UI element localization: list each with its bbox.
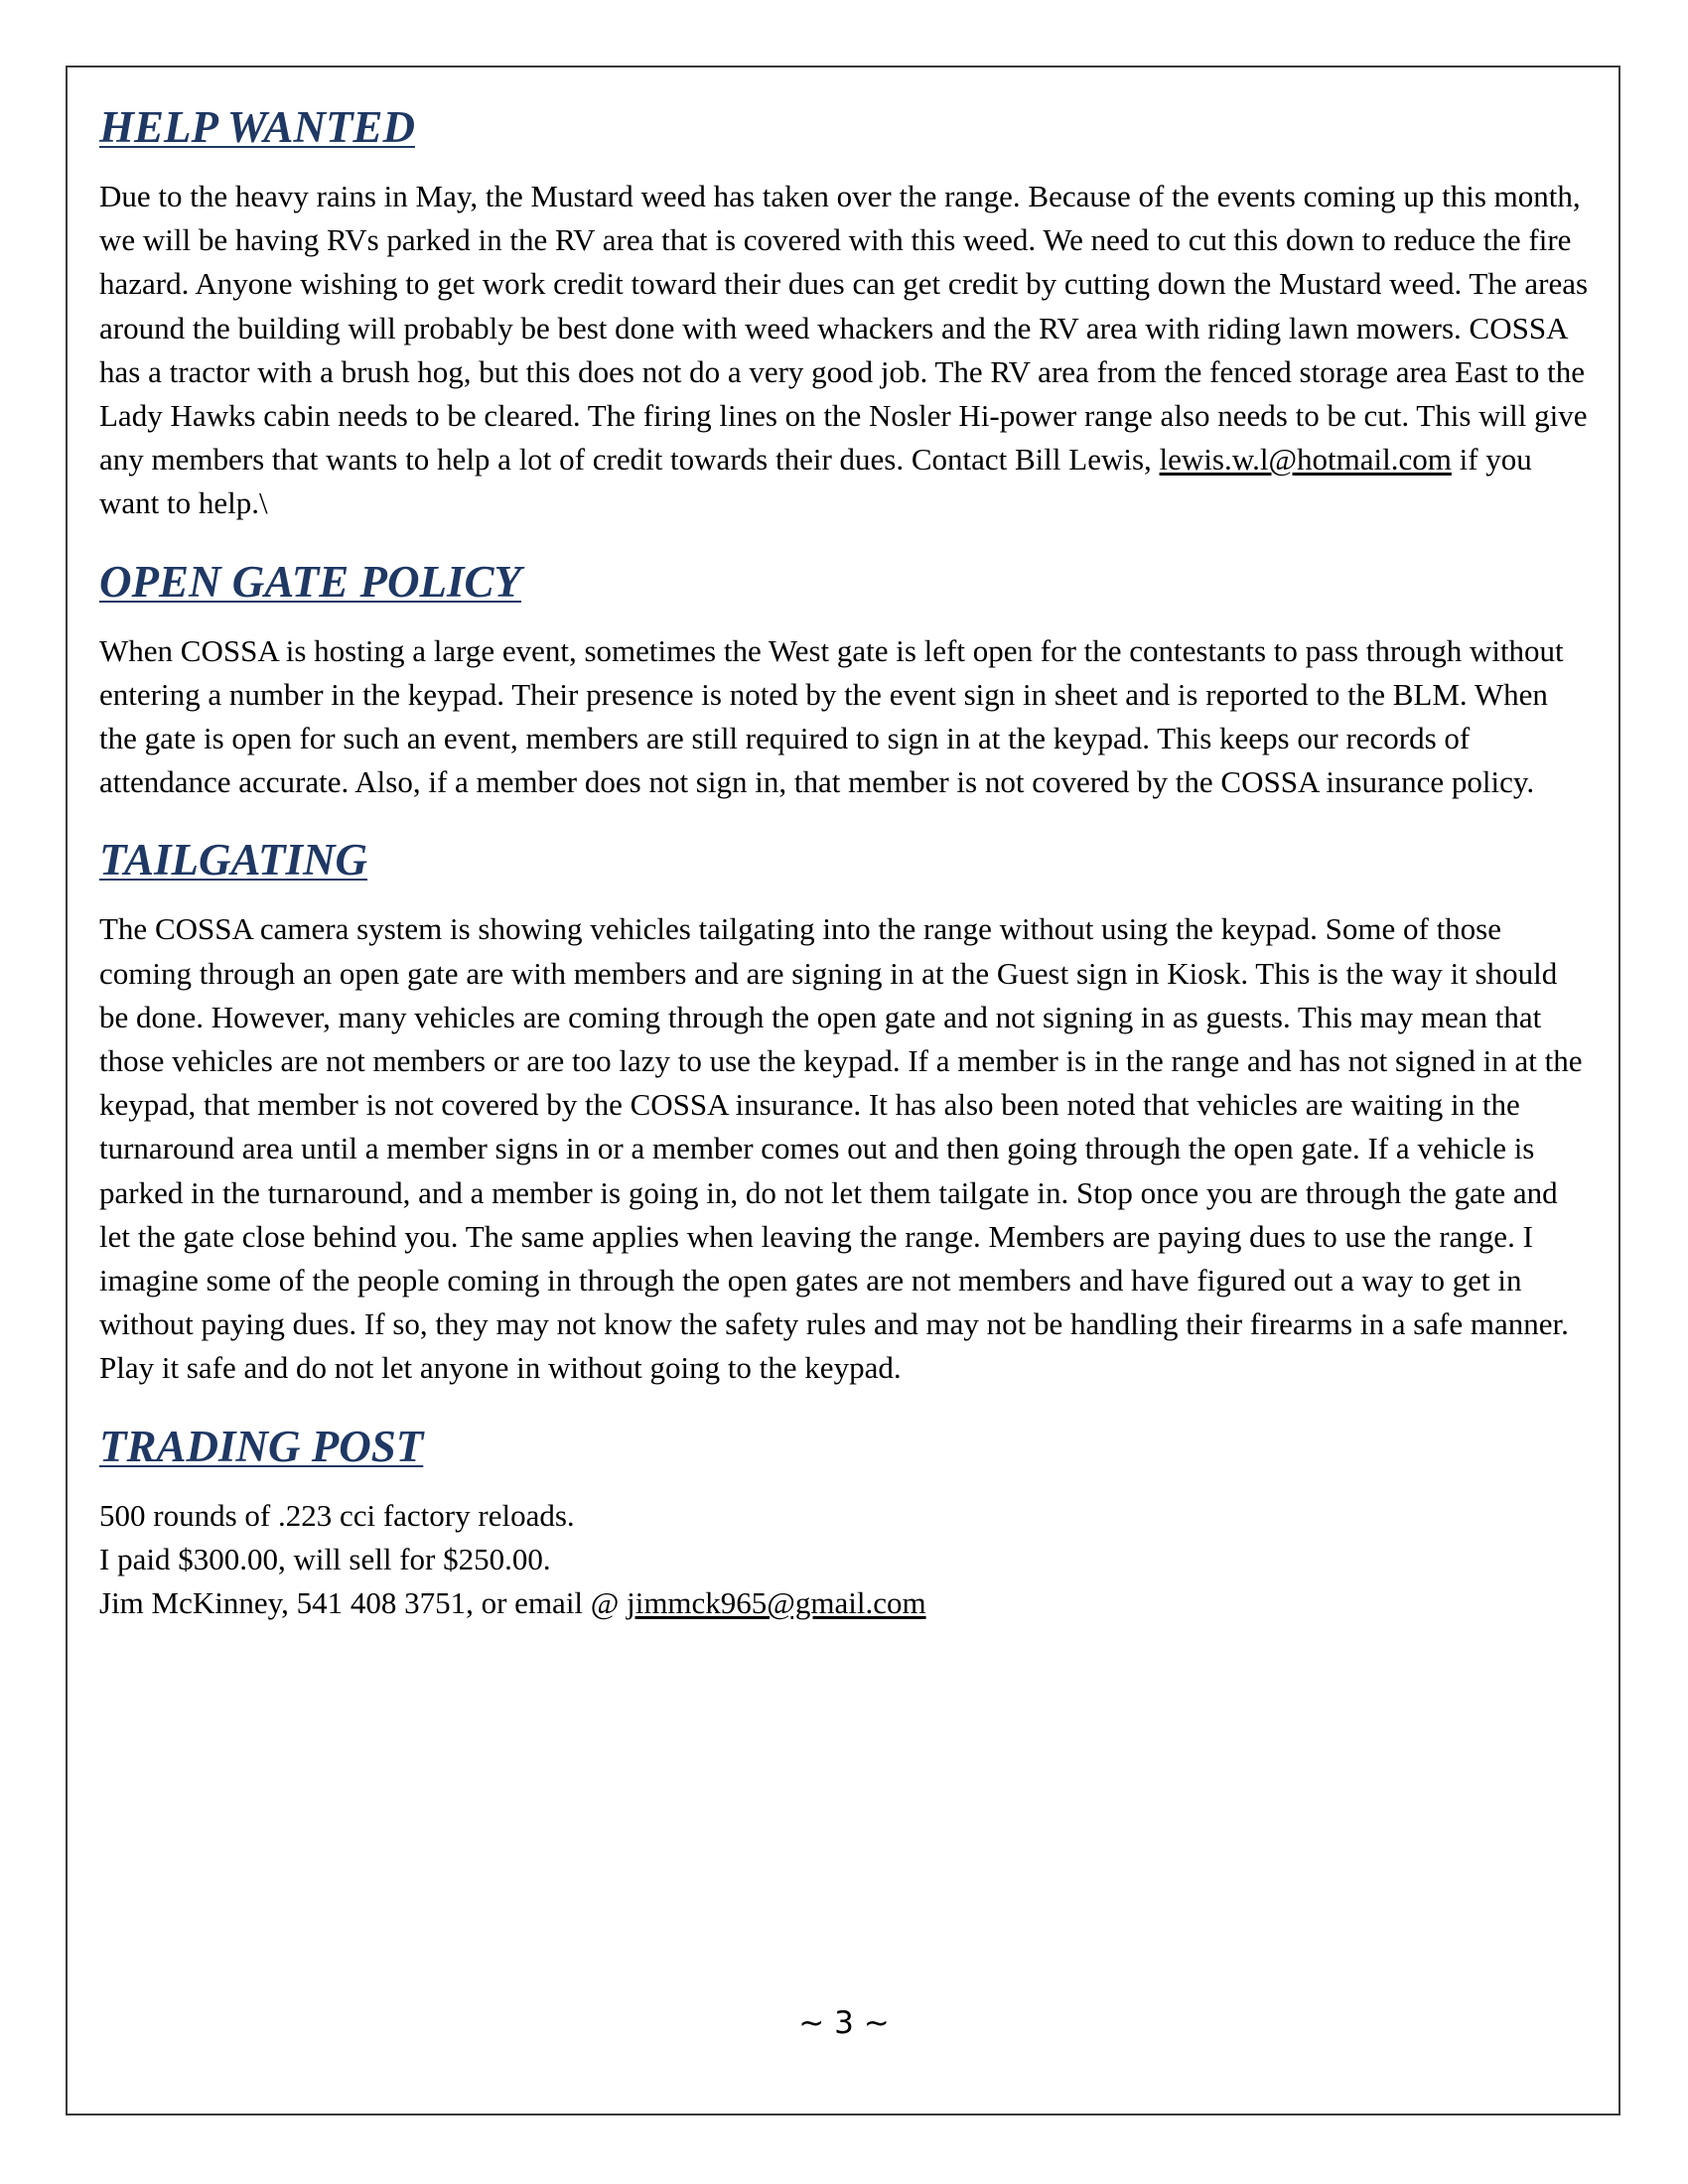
page-content: [99, 97, 1589, 1625]
bill-lewis-email-link[interactable]: lewis.w.l@hotmail.com: [1159, 442, 1452, 478]
trading-post-contact: [99, 1581, 1589, 1625]
trading-post-contact-text: Jim McKinney, 541 408 3751, or email @: [99, 1585, 628, 1621]
trading-post-item: 500 rounds of .223 cci factory reloads.: [99, 1497, 575, 1533]
tailgating-heading: TAILGATING: [99, 835, 368, 886]
jim-mckinney-email-link[interactable]: jimmck965@gmail.com: [627, 1585, 926, 1621]
trading-post-price: I paid $300.00, will sell for $250.00.: [99, 1541, 551, 1576]
tailgating-body: The COSSA camera system is showing vehicles tailgating into the range without using the keypad. Some of those coming through an open gate are with members and are signing in at the Guest sign in Kiosk. This is the way it should be done. However, many vehicles are coming through the open gate and not signing in as guests. This may mean that those vehicles are not members or are too lazy to use the keypad. If a member is in the range and has not signed in at the keypad, that member is not covered by the COSSA insurance. It has also been noted that vehicles are waiting in the turnaround area until a member signs in or a member comes out and then going through the open gate. If a vehicle is parked in the turnaround, and a member is going in, do not let them tailgate in. Stop once you are through the gate and let the gate close behind you. The same applies when leaving the range. Members are paying dues to use the range. I imagine some of the people coming in through the open gates are not members and have figured out a way to get in without paying dues. If so, they may not know the safety rules and may not be handling their firearms in a safe manner. Play it safe and do not let anyone in without going to the keypad.: [99, 911, 1583, 1386]
trading-post-listing: [99, 1494, 1589, 1626]
open-gate-policy-section: [99, 552, 1589, 805]
help-wanted-section: [99, 97, 1589, 526]
tailgating-section: [99, 830, 1589, 1390]
help-wanted-text: Due to the heavy rains in May, the Mustard weed has taken over the range. Because of the events coming up this month, we will be having RVs parked in the RV area that is covered with this weed. We need to cut this down to reduce the fire hazard. Anyone wishing to get work credit toward their dues can get credit by cutting down the Mustard weed. The areas around the building will probably be best done with weed whackers and the RV area with riding lawn mowers. COSSA has a tractor with a brush hog, but this does not do a very good job. The RV area from the fenced storage area East to the Lady Hawks cabin needs to be cleared. The firing lines on the Nosler Hi-power range also needs to be cut. This will give any members that wants to help a lot of credit towards their dues. Contact Bill Lewis,: [99, 179, 1589, 478]
help-wanted-text-end: if you want to help.\: [99, 442, 1532, 521]
help-wanted-body: [99, 175, 1589, 526]
trading-post-section: [99, 1417, 1589, 1626]
trading-post-heading: TRADING POST: [99, 1421, 424, 1471]
open-gate-policy-heading: OPEN GATE POLICY: [99, 556, 522, 607]
page-number: ~ 3 ~: [798, 2005, 890, 2041]
help-wanted-heading: HELP WANTED: [99, 102, 415, 152]
open-gate-policy-body: When COSSA is hosting a large event, sometimes the West gate is left open for the contestants to pass through without entering a number in the keypad. Their presence is noted by the event sign in sheet and is reported to the BLM. When the gate is open for such an event, members are still required to sign in at the keypad. This keeps our records of attendance accurate. Also, if a member does not sign in, that member is not covered by the COSSA insurance policy.: [99, 632, 1564, 800]
